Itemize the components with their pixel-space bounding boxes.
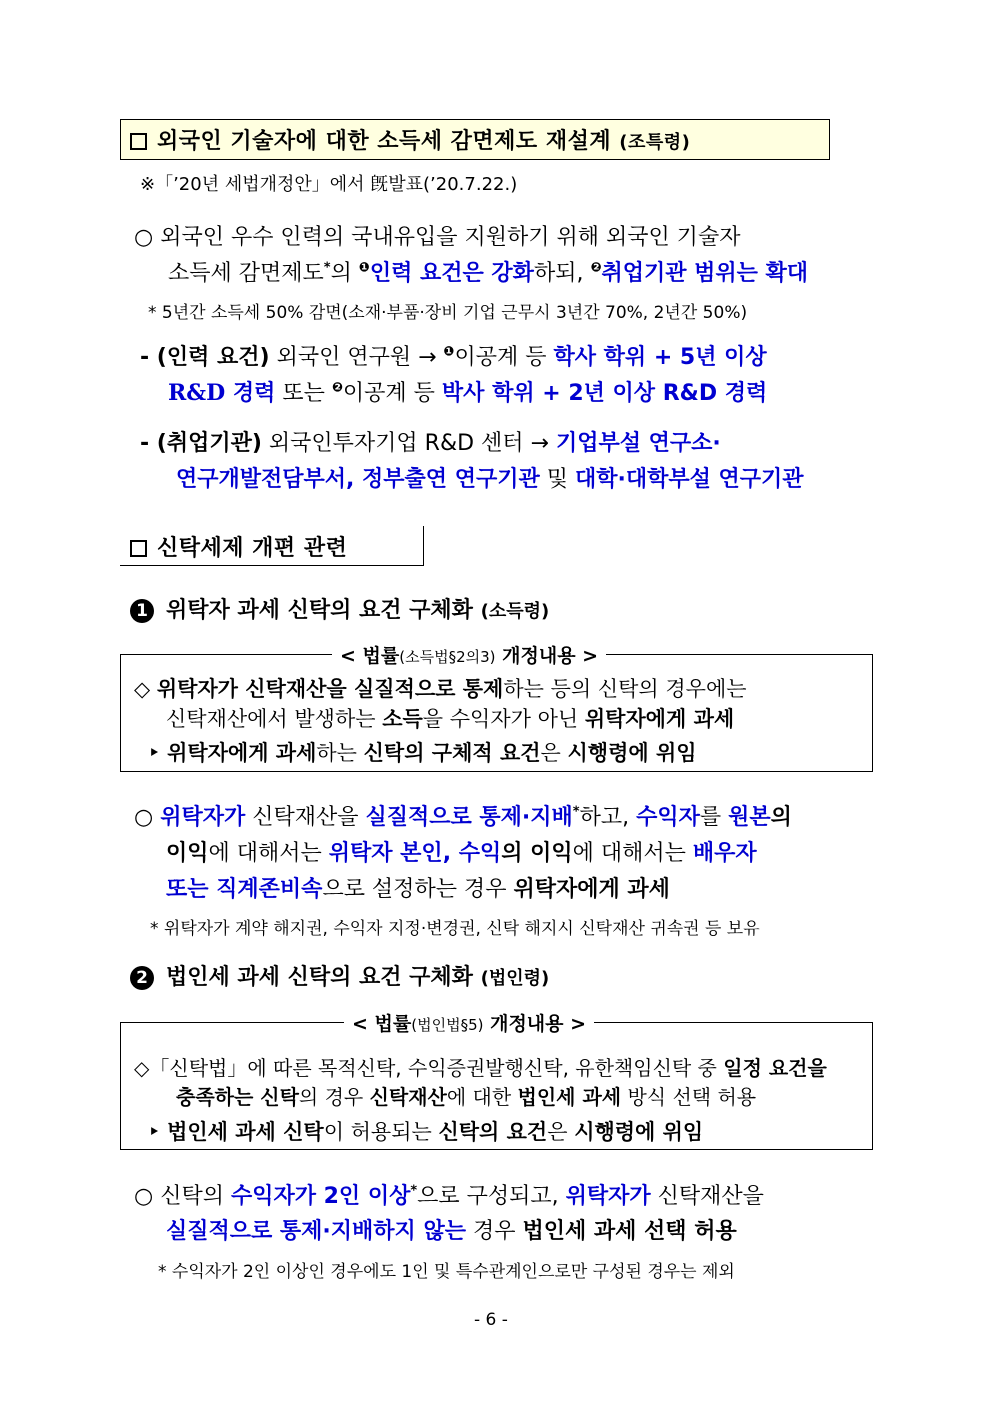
checkbox-square-icon <box>130 540 147 557</box>
sec1-detail1-line2: R&D 경력 또는 $^❷$이공계 등 박사 학위 + 2년 이상 R&D 경력 <box>168 380 768 406</box>
box1-line1: ◇ 위탁자가 신탁재산을 실질적으로 통제하는 등의 신탁의 경우에는 <box>134 677 747 701</box>
box1-line3: ‣ 위탁자에게 과세하는 신탁의 구체적 요건은 시행령에 위임 <box>148 741 697 765</box>
sec2-para2-line2: 이익에 대해서는 위탁자 본인, 수익의 이익에 대해서는 배우자 <box>166 841 757 866</box>
section1-title: 외국인 기술자에 대한 소득세 감면제도 재설계 (조특령) <box>130 124 690 155</box>
box2-line2: 충족하는 신탁의 경우 신탁재산에 대한 법인세 과세 방식 선택 허용 <box>176 1085 757 1109</box>
sec1-detail2-line2: 연구개발전담부서, 정부출연 연구기관 및 대학·대학부설 연구기관 <box>176 467 804 492</box>
sec1-detail2-line1: - (취업기관) 외국인투자기업 R&D 센터 → 기업부설 연구소· <box>140 431 721 456</box>
checkbox-square-icon <box>130 133 147 150</box>
sec1-footnote: * 5년간 소득세 50% 감면(소재·부품·장비 기업 근무시 3년간 70%, 2년간 50%) <box>148 303 748 323</box>
box1-line2: 신탁재산에서 발생하는 소득을 수익자가 아닌 위탁자에게 과세 <box>166 707 735 731</box>
subsection1-title: 1 위탁자 과세 신탁의 요건 구체화 (소득령) <box>130 593 549 624</box>
law-amendment-box-2-label: < 법률(법인법§5) 개정내용 > <box>344 1009 594 1036</box>
circled-one-icon: ❶ <box>358 260 370 276</box>
filled-circle-number-icon: 1 <box>130 599 154 623</box>
sec2-footnote2: * 위탁자가 계약 해지권, 수익자 지정·변경권, 신탁 해지시 신탁재산 귀속권 등 보유 <box>150 919 760 939</box>
section1-title-suffix: (조특령) <box>619 132 691 153</box>
sec2-para3-line2: 실질적으로 통제·지배하지 않는 경우 법인세 과세 선택 허용 <box>166 1219 737 1244</box>
sec2-para2-line3: 또는 직계존비속으로 설정하는 경우 위탁자에게 과세 <box>166 877 670 902</box>
section2-title: 신탁세제 개편 관련 <box>130 531 347 562</box>
sec2-footnote3: * 수익자가 2인 이상인 경우에도 1인 및 특수관계인으로만 구성된 경우는 제외 <box>158 1262 735 1282</box>
page-number: - 6 - <box>474 1310 508 1330</box>
law-amendment-box-1-label: < 법률(소득법§2의3) 개정내용 > <box>332 641 606 668</box>
circled-two-icon: ❷ <box>590 260 602 276</box>
box2-line1: ◇「신탁법」에 따른 목적신탁, 수익증권발행신탁, 유한책임신탁 중 일정 요건을 <box>134 1056 827 1080</box>
sec1-para1-line1: ○ 외국인 우수 인력의 국내유입을 지원하기 위해 외국인 기술자 <box>134 225 741 250</box>
sec1-detail1-line1: - (인력 요건) 외국인 연구원 → $^❶$이공계 등 학사 학위 + 5년 이상 <box>140 344 767 370</box>
sec2-para3-line1: ○ 신탁의 수익자가 2인 이상*으로 구성되고, 위탁자가 신탁재산을 <box>134 1183 764 1209</box>
subsection2-title: 2 법인세 과세 신탁의 요건 구체화 (법인령) <box>130 960 549 991</box>
section1-note: ※「’20년 세법개정안」에서 旣발표(’20.7.22.) <box>140 174 518 195</box>
sec1-para1-line2: 소득세 감면제도*의 $^❶$인력 요건은 강화하되, $^❷$취업기관 범위는 확대 <box>168 260 809 286</box>
filled-circle-number-icon: 2 <box>130 966 154 990</box>
box2-line3: ‣ 법인세 과세 신탁이 허용되는 신탁의 요건은 시행령에 위임 <box>148 1120 704 1144</box>
sec2-para2-line1: ○ 위탁자가 신탁재산을 실질적으로 통제·지배*하고, 수익자를 원본의 <box>134 804 792 830</box>
